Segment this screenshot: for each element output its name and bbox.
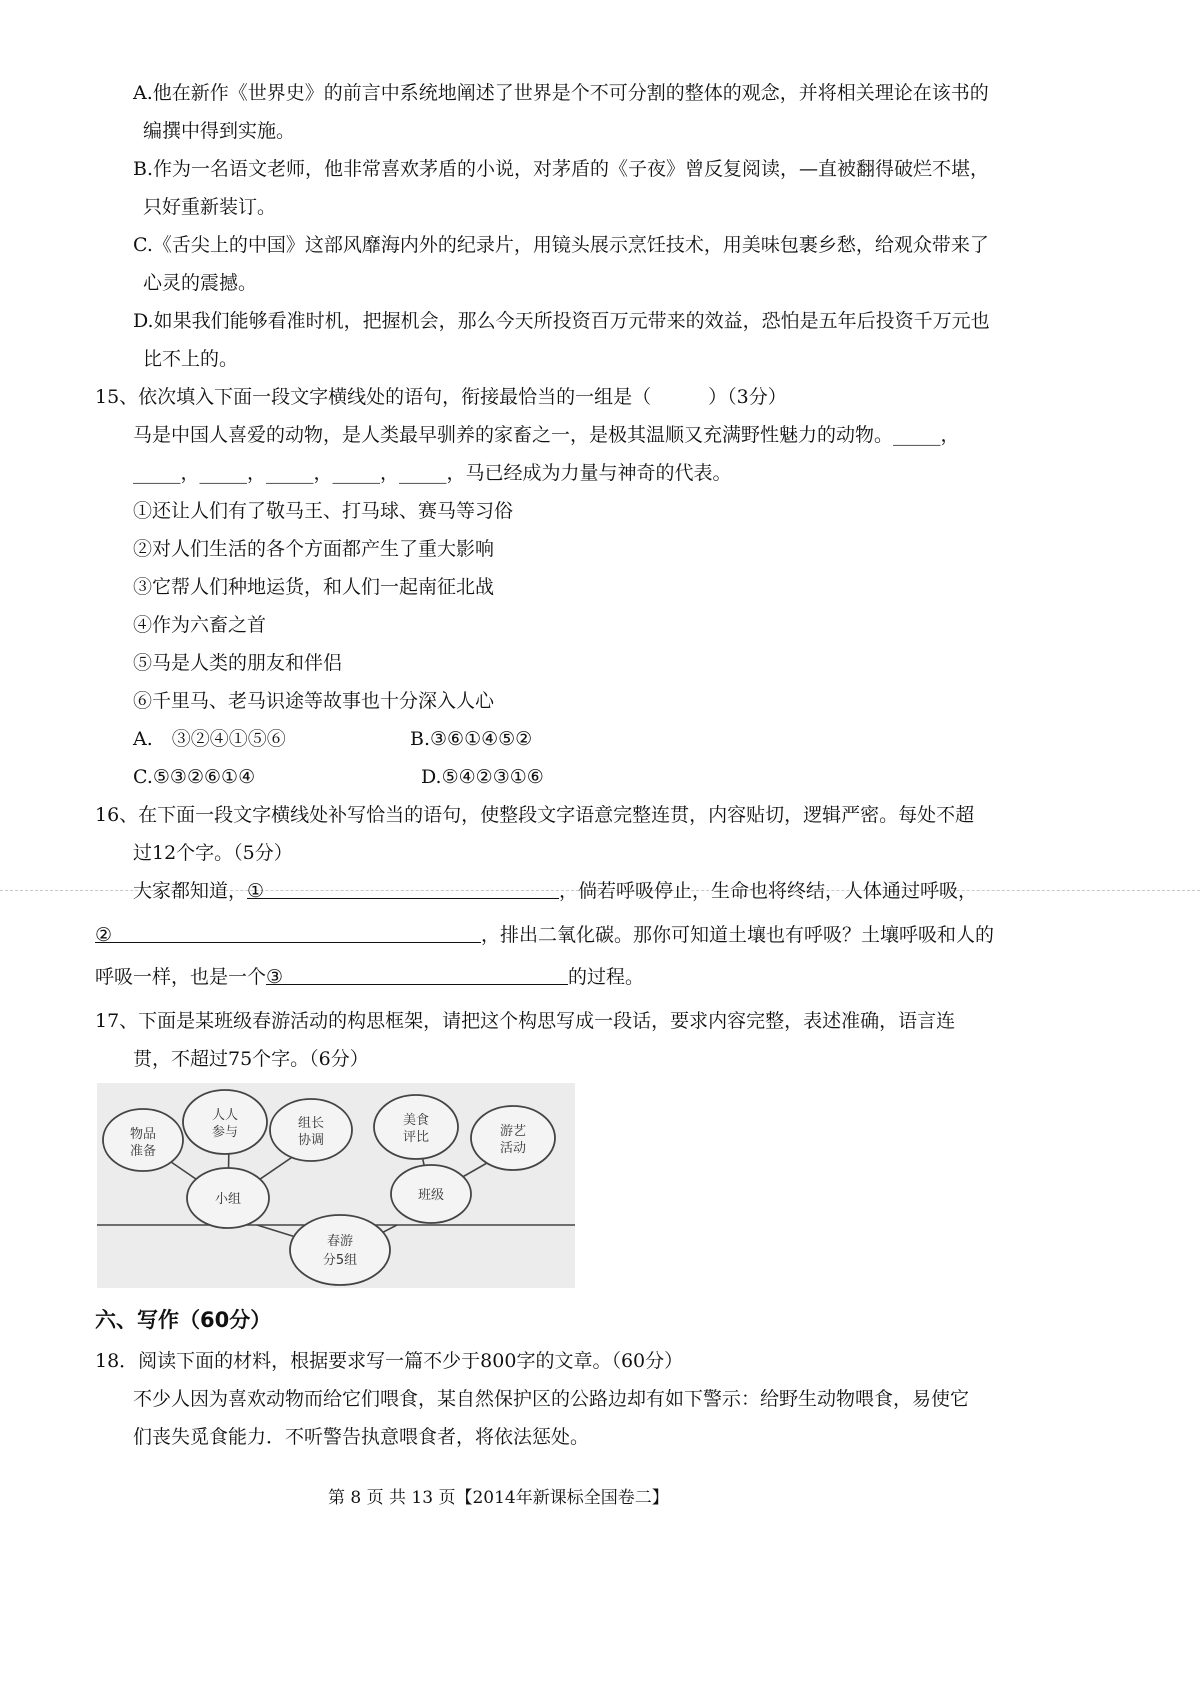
q16-text-line3-end: 的过程。 xyxy=(568,966,645,988)
q16-text-line2-end: ，排出二氧化碳。那你可知道土壤也有呼吸？土壤呼吸和人的 xyxy=(481,924,995,946)
q14-option-b-line2: 只好重新装订。 xyxy=(143,196,277,218)
q14-option-c-line1: C.《舌尖上的中国》这部风靡海内外的纪录片，用镜头展示烹饪技术，用美味包裹乡愁，给观众带来了 xyxy=(133,234,989,256)
page-footer: 第 8 页 共 13 页【2014年新课标全国卷二】 xyxy=(328,1488,669,1508)
q14-option-a-line1: A.他在新作《世界史》的前言中系统地阐述了世界是个不可分割的整体的观念，并将相关理论在该书的 xyxy=(133,82,989,104)
q16-paragraph-line1 xyxy=(133,880,977,903)
label-class: 班级 xyxy=(417,1188,445,1203)
q16-paragraph-line3 xyxy=(95,966,644,989)
q16-blank-2-label: ② xyxy=(95,924,113,946)
label-root-1: 春游 xyxy=(326,1234,354,1249)
q18-material-line2: 们丧失觅食能力．不听警告执意喂食者，将依法惩处。 xyxy=(133,1426,590,1448)
q16-text-start: 大家都知道， xyxy=(133,880,248,902)
label-items-prep-1: 物品 xyxy=(129,1127,157,1142)
label-games-2: 活动 xyxy=(499,1141,527,1156)
q15-passage-line1: 马是中国人喜爱的动物，是人类最早驯养的家畜之一，是极其温顺又充满野性魅力的动物。_____， xyxy=(133,424,960,446)
q15-item-5: ⑤马是人类的朋友和伴侣 xyxy=(133,652,343,674)
q16-blank-2[interactable] xyxy=(95,924,481,946)
label-everyone-joins-1: 人人 xyxy=(211,1108,239,1123)
q15-stem: 15、依次填入下面一段文字横线处的语句，衔接最恰当的一组是（ ）（3分） xyxy=(95,386,787,408)
label-games-1: 游艺 xyxy=(499,1124,527,1139)
q16-blank-1[interactable] xyxy=(247,880,559,902)
label-leader-coordinates-1: 组长 xyxy=(297,1116,325,1131)
q15-choice-d: D.⑤④②③①⑥ xyxy=(421,766,544,788)
q17-stem-line2: 贯，不超过75个字。（6分） xyxy=(133,1048,369,1070)
label-food-contest-1: 美食 xyxy=(402,1113,430,1128)
label-leader-coordinates-2: 协调 xyxy=(297,1133,325,1148)
q14-option-b-line1: B.作为一名语文老师，他非常喜欢茅盾的小说，对茅盾的《子夜》曾反复阅读，—直被翻得破烂不堪， xyxy=(133,158,990,180)
q16-paragraph-line2 xyxy=(95,924,994,947)
q15-choice-a: A. ③②④①⑤⑥ xyxy=(133,728,286,750)
section-6-title: 六、写作（60分） xyxy=(95,1308,272,1332)
q14-option-d-line1: D.如果我们能够看准时机，把握机会，那么今天所投资百万元带来的效益，恐怕是五年后投资千万元也 xyxy=(133,310,990,332)
q17-stem-line1: 17、下面是某班级春游活动的构思框架，请把这个构思写成一段话，要求内容完整，表述准确，语言连 xyxy=(95,1010,956,1032)
q15-item-2: ②对人们生活的各个方面都产生了重大影响 xyxy=(133,538,495,560)
label-food-contest-2: 评比 xyxy=(402,1130,430,1145)
q16-stem-line2: 过12个字。（5分） xyxy=(133,842,293,864)
q16-blank-3-label: ③ xyxy=(266,966,284,988)
q15-item-1: ①还让人们有了敬马王、打马球、赛马等习俗 xyxy=(133,500,514,522)
q18-stem: 18．阅读下面的材料，根据要求写一篇不少于800字的文章。（60分） xyxy=(95,1350,684,1372)
q14-option-d-line2: 比不上的。 xyxy=(143,348,239,370)
label-everyone-joins-2: 参与 xyxy=(211,1125,239,1140)
q14-option-c-line2: 心灵的震撼。 xyxy=(143,272,258,294)
q15-item-6: ⑥千里马、老马识途等故事也十分深入人心 xyxy=(133,690,495,712)
q15-item-3: ③它帮人们种地运货，和人们一起南征北战 xyxy=(133,576,495,598)
q15-passage-line2: _____，_____，_____，_____，_____，马已经成为力量与神奇的代表。 xyxy=(133,462,732,484)
q16-blank-1-label: ① xyxy=(247,880,265,902)
label-root-2: 分5组 xyxy=(322,1253,358,1268)
q16-text-mid: ，倘若呼吸停止，生命也将终结，人体通过呼吸， xyxy=(559,880,978,902)
q15-item-4: ④作为六畜之首 xyxy=(133,614,267,636)
q16-stem-line1: 16、在下面一段文字横线处补写恰当的语句，使整段文字语意完整连贯，内容贴切，逻辑严密。每处不超 xyxy=(95,804,975,826)
label-items-prep-2: 准备 xyxy=(129,1144,157,1159)
label-group: 小组 xyxy=(214,1192,242,1207)
q16-blank-3[interactable] xyxy=(266,966,568,988)
q18-material-line1: 不少人因为喜欢动物而给它们喂食，某自然保护区的公路边却有如下警示：给野生动物喂食，易使它 xyxy=(133,1388,970,1410)
q16-text-line3-start: 呼吸一样，也是一个 xyxy=(95,966,267,988)
mind-map-svg xyxy=(97,1083,575,1288)
q14-option-a-line2: 编撰中得到实施。 xyxy=(143,120,296,142)
q15-choice-c: C.⑤③②⑥①④ xyxy=(133,766,256,788)
node-root xyxy=(290,1215,390,1285)
spring-outing-diagram xyxy=(97,1083,575,1288)
q15-choice-b: B.③⑥①④⑤② xyxy=(410,728,533,750)
